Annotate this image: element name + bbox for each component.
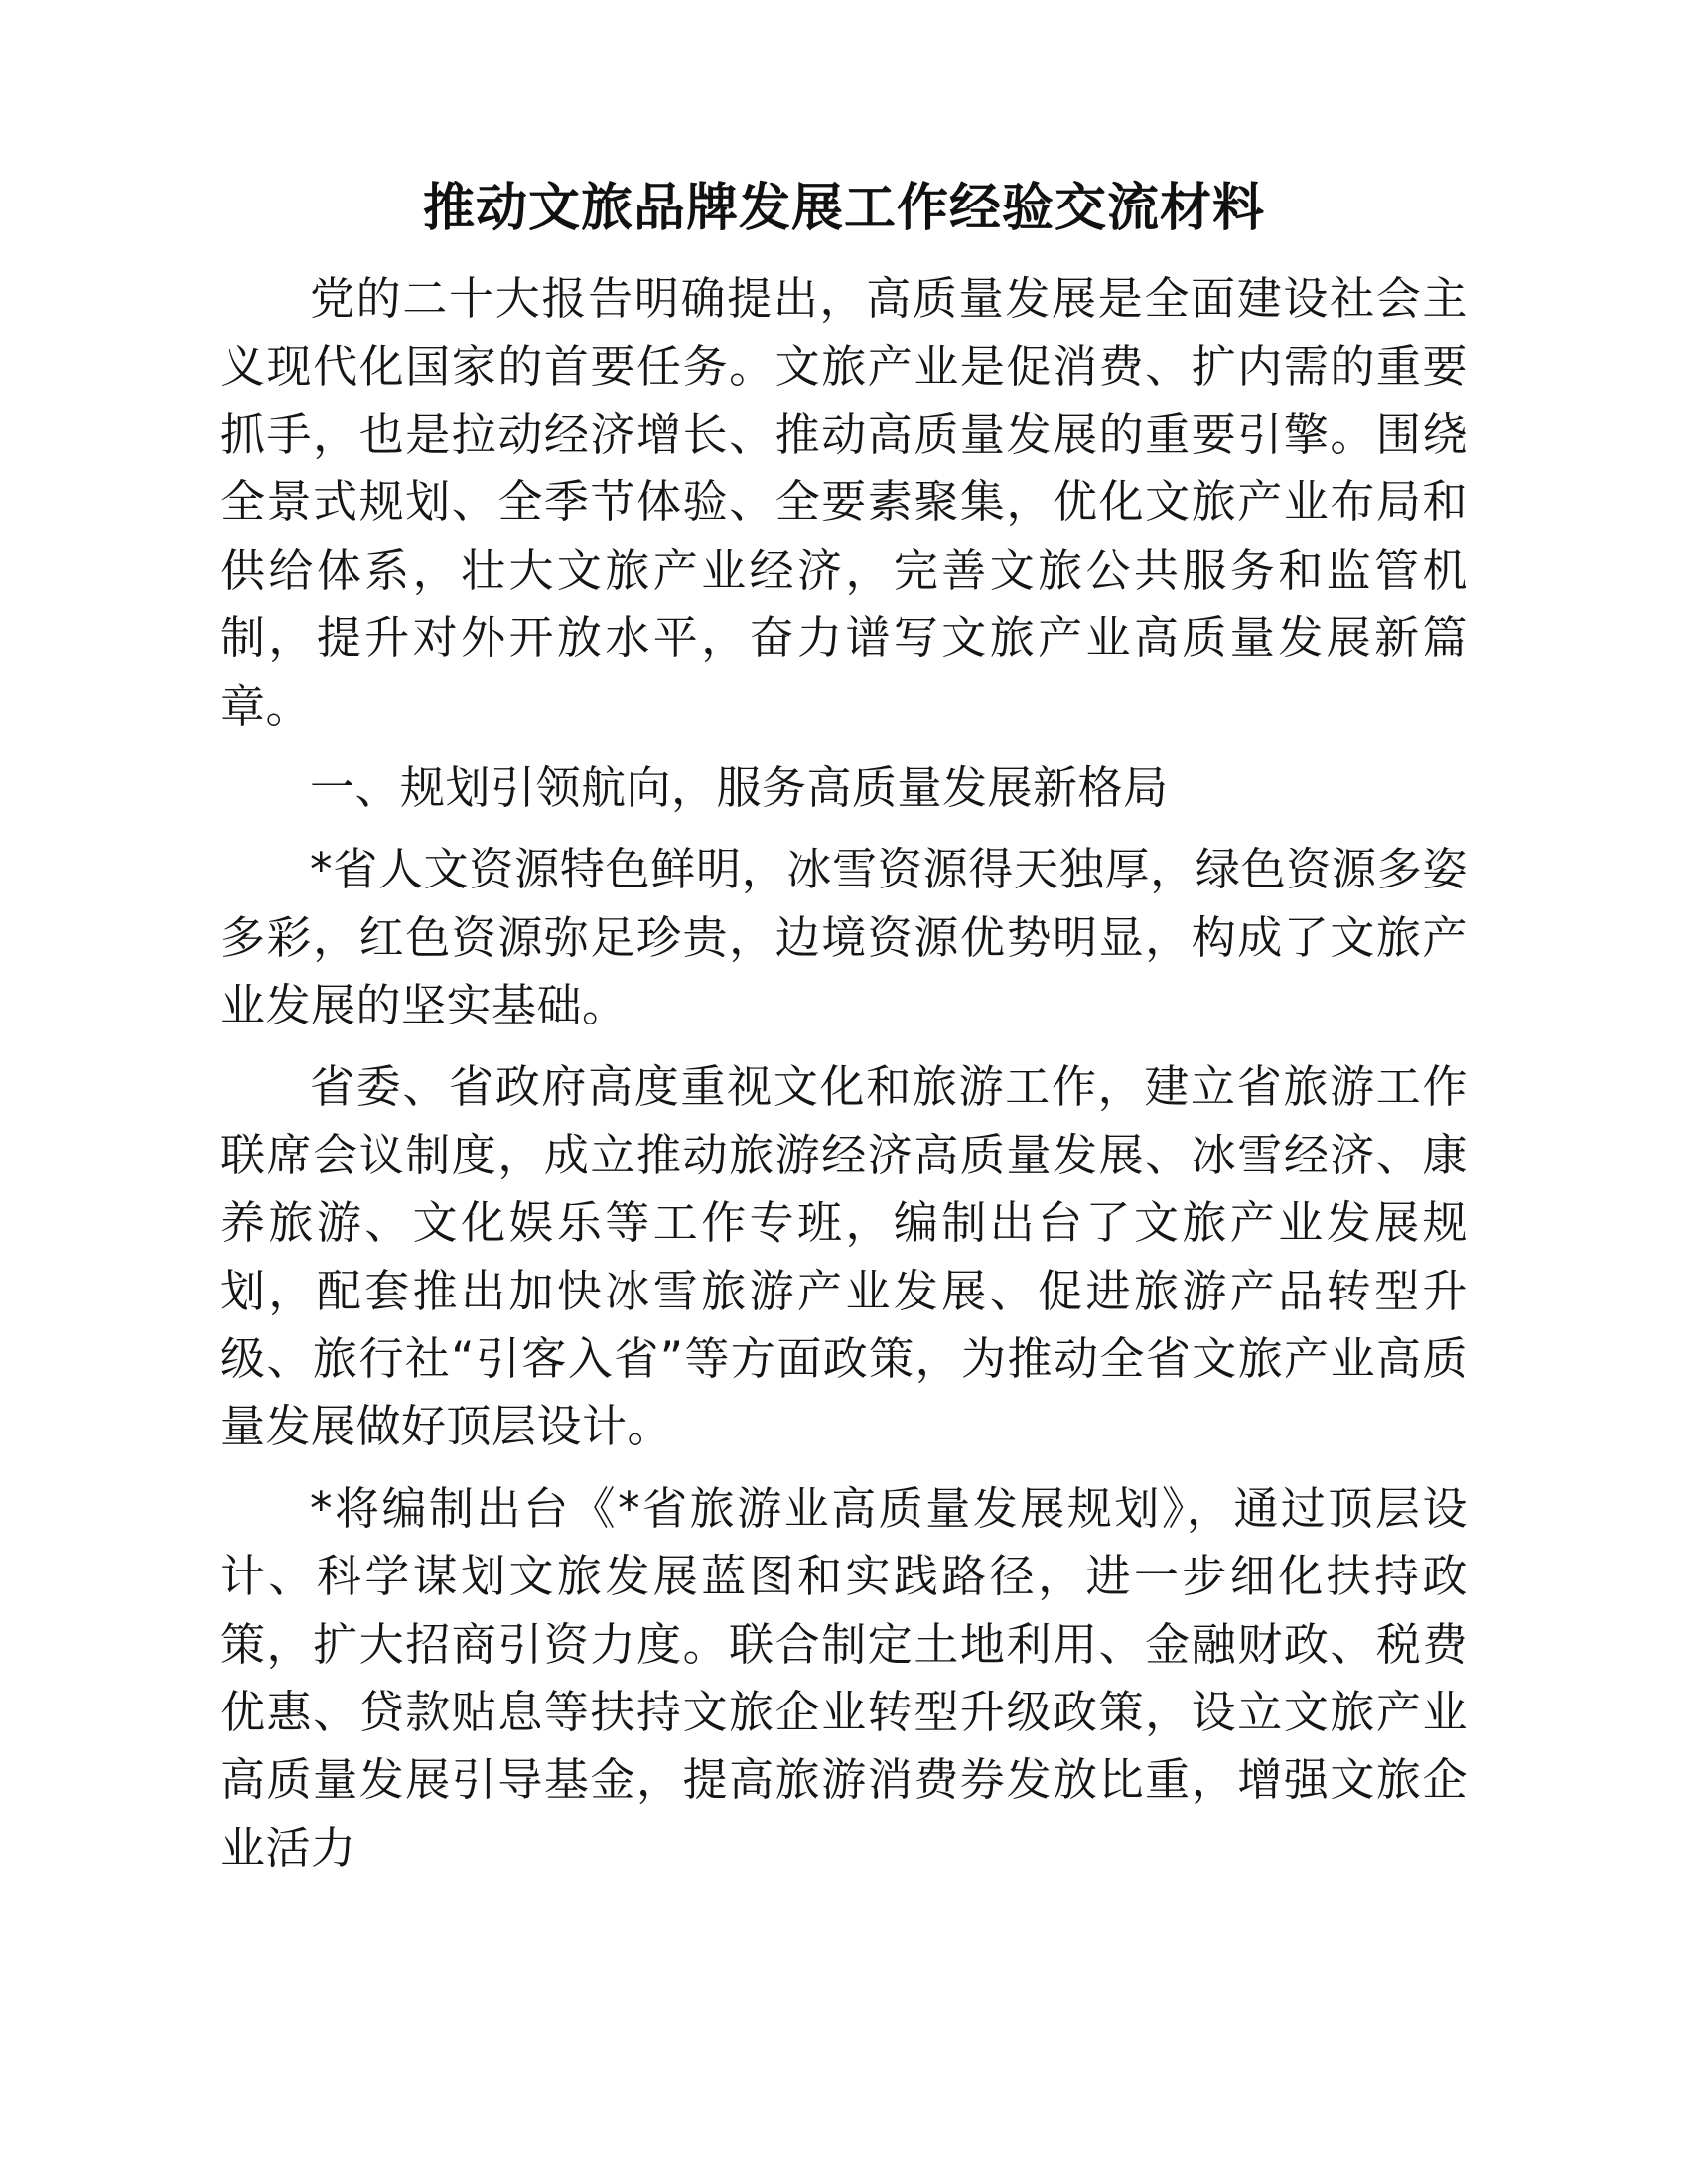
section-heading-1: 一、规划引领航向，服务高质量发展新格局: [310, 760, 1169, 814]
paragraph-resources: *省人文资源特色鲜明，冰雪资源得天独厚，绿色资源多姿多彩，红色资源弥足珍贵，边境资源优势明显，构成了文旅产业发展的坚实基础。: [220, 843, 1468, 1032]
page-title: 推动文旅品牌发展工作经验交流材料: [422, 179, 1265, 238]
paragraph-intro: 党的二十大报告明确提出，高质量发展是全面建设社会主义现代化国家的首要任务。文旅产业是促消费、扩内需的重要抓手，也是拉动经济增长、推动高质量发展的重要引擎。围绕全景式规划、全季节体验、全要素聚集，优化文旅产业布局和供给体系，壮大文旅产业经济，完善文旅公共服务和监管机制，提升对外开放水平，奋力谱写文旅产业高质量发展新篇章。: [220, 272, 1468, 733]
paragraph-government: 省委、省政府高度重视文化和旅游工作，建立省旅游工作联席会议制度，成立推动旅游经济高质量发展、冰雪经济、康养旅游、文化娱乐等工作专班，编制出台了文旅产业发展规划，配套推出加快冰雪旅游产业发展、促进旅游产品转型升级、旅行社“引客入省”等方面政策，为推动全省文旅产业高质量发展做好顶层设计。: [220, 1060, 1468, 1453]
paragraph-plan: *将编制出台《*省旅游业高质量发展规划》，通过顶层设计、科学谋划文旅发展蓝图和实践路径，进一步细化扶持政策，扩大招商引资力度。联合制定土地利用、金融财政、税费优惠、贷款贴息等扶持文旅企业转型升级政策，设立文旅产业高质量发展引导基金，提高旅游消费券发放比重，增强文旅企业活力: [220, 1481, 1468, 1874]
